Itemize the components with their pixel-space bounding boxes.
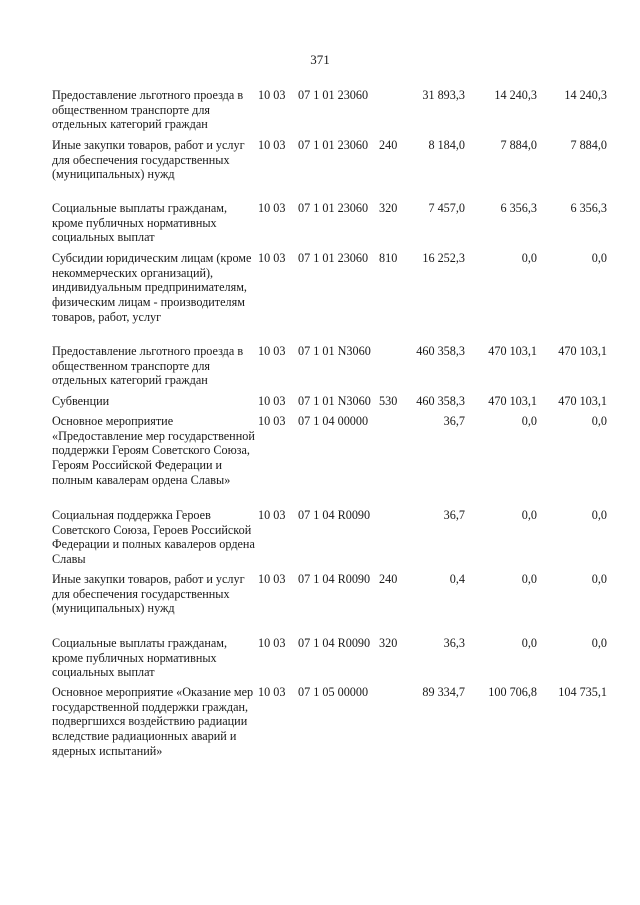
row-value-3: 0,0	[591, 508, 607, 522]
row-name: Социальные выплаты гражданам, кроме публичных нормативных социальных выплат	[52, 636, 228, 680]
row-section: 10 03	[258, 138, 286, 152]
row-value-1: 0,4	[449, 572, 465, 586]
row-section: 10 03	[258, 636, 286, 650]
row-value-1: 89 334,7	[422, 685, 465, 699]
row-name: Предоставление льготного проезда в общественном транспорте для отдельных категорий граждан	[52, 344, 244, 388]
row-value-3: 14 240,3	[564, 88, 607, 102]
row-value-1: 36,3	[443, 636, 465, 650]
row-value-3: 104 735,1	[558, 685, 607, 699]
row-value-3: 7 884,0	[570, 138, 607, 152]
row-value-2: 6 356,3	[500, 201, 537, 215]
row-value-1: 460 358,3	[416, 394, 465, 408]
row-value-2: 470 103,1	[488, 344, 537, 358]
row-section: 10 03	[258, 344, 286, 358]
row-name: Иные закупки товаров, работ и услуг для обеспечения государственных (муниципальных) нужд	[52, 138, 245, 182]
row-vr: 320	[379, 201, 398, 215]
page-number: 371	[310, 52, 330, 67]
row-value-1: 36,7	[443, 414, 465, 428]
row-value-2: 100 706,8	[488, 685, 537, 699]
row-value-3: 470 103,1	[558, 344, 607, 358]
row-value-2: 470 103,1	[488, 394, 537, 408]
row-value-2: 0,0	[521, 572, 537, 586]
row-section: 10 03	[258, 201, 286, 215]
row-value-3: 470 103,1	[558, 394, 607, 408]
row-csr: 07 1 04 R0090	[298, 636, 371, 650]
row-csr: 07 1 04 R0090	[298, 572, 371, 586]
row-section: 10 03	[258, 251, 286, 265]
row-value-2: 7 884,0	[500, 138, 537, 152]
row-name: Основное мероприятие «Оказание мер государственной поддержки граждан, подвергшихся воздействию радиации вследствие радиационных аварий и ядерных испытаний»	[52, 685, 254, 758]
row-section: 10 03	[258, 414, 286, 428]
row-vr: 240	[379, 138, 398, 152]
row-value-1: 8 184,0	[428, 138, 465, 152]
row-section: 10 03	[258, 508, 286, 522]
row-csr: 07 1 05 00000	[298, 685, 369, 699]
row-name: Основное мероприятие «Предоставление мер государственной поддержки Героям Советского Союза, Героям Российской Федерации и полным кавалерам ордена Славы»	[52, 414, 255, 487]
row-value-1: 7 457,0	[428, 201, 465, 215]
row-value-3: 6 356,3	[570, 201, 607, 215]
row-value-3: 0,0	[591, 414, 607, 428]
row-csr: 07 1 01 N3060	[298, 394, 371, 408]
row-section: 10 03	[258, 685, 286, 699]
row-value-3: 0,0	[591, 636, 607, 650]
row-value-3: 0,0	[591, 251, 607, 265]
row-value-2: 0,0	[521, 636, 537, 650]
row-vr: 530	[379, 394, 398, 408]
row-value-1: 460 358,3	[416, 344, 465, 358]
row-csr: 07 1 01 23060	[298, 251, 369, 265]
row-name: Предоставление льготного проезда в общественном транспорте для отдельных категорий граждан	[52, 88, 244, 132]
row-csr: 07 1 04 00000	[298, 414, 369, 428]
row-value-1: 31 893,3	[422, 88, 465, 102]
row-value-2: 0,0	[521, 251, 537, 265]
row-csr: 07 1 01 23060	[298, 138, 369, 152]
row-name: Иные закупки товаров, работ и услуг для обеспечения государственных (муниципальных) нужд	[52, 572, 245, 616]
row-vr: 240	[379, 572, 398, 586]
row-csr: 07 1 04 R0090	[298, 508, 371, 522]
row-section: 10 03	[258, 394, 286, 408]
row-name: Социальная поддержка Героев Советского Союза, Героев Российской Федерации и полных кавалеров ордена Славы	[52, 508, 255, 567]
row-csr: 07 1 01 N3060	[298, 344, 371, 358]
row-value-1: 16 252,3	[422, 251, 465, 265]
row-vr: 810	[379, 251, 398, 265]
row-value-2: 0,0	[521, 508, 537, 522]
row-csr: 07 1 01 23060	[298, 201, 369, 215]
row-name: Субсидии юридическим лицам (кроме некоммерческих организаций), индивидуальным предпринимателям, физическим лицам - производителям товаров, работ, услуг	[52, 251, 252, 324]
row-name: Субвенции	[52, 394, 110, 408]
row-value-2: 0,0	[521, 414, 537, 428]
row-value-3: 0,0	[591, 572, 607, 586]
row-section: 10 03	[258, 88, 286, 102]
row-vr: 320	[379, 636, 398, 650]
row-value-1: 36,7	[443, 508, 465, 522]
row-name: Социальные выплаты гражданам, кроме публичных нормативных социальных выплат	[52, 201, 228, 245]
row-csr: 07 1 01 23060	[298, 88, 369, 102]
row-value-2: 14 240,3	[494, 88, 537, 102]
row-section: 10 03	[258, 572, 286, 586]
